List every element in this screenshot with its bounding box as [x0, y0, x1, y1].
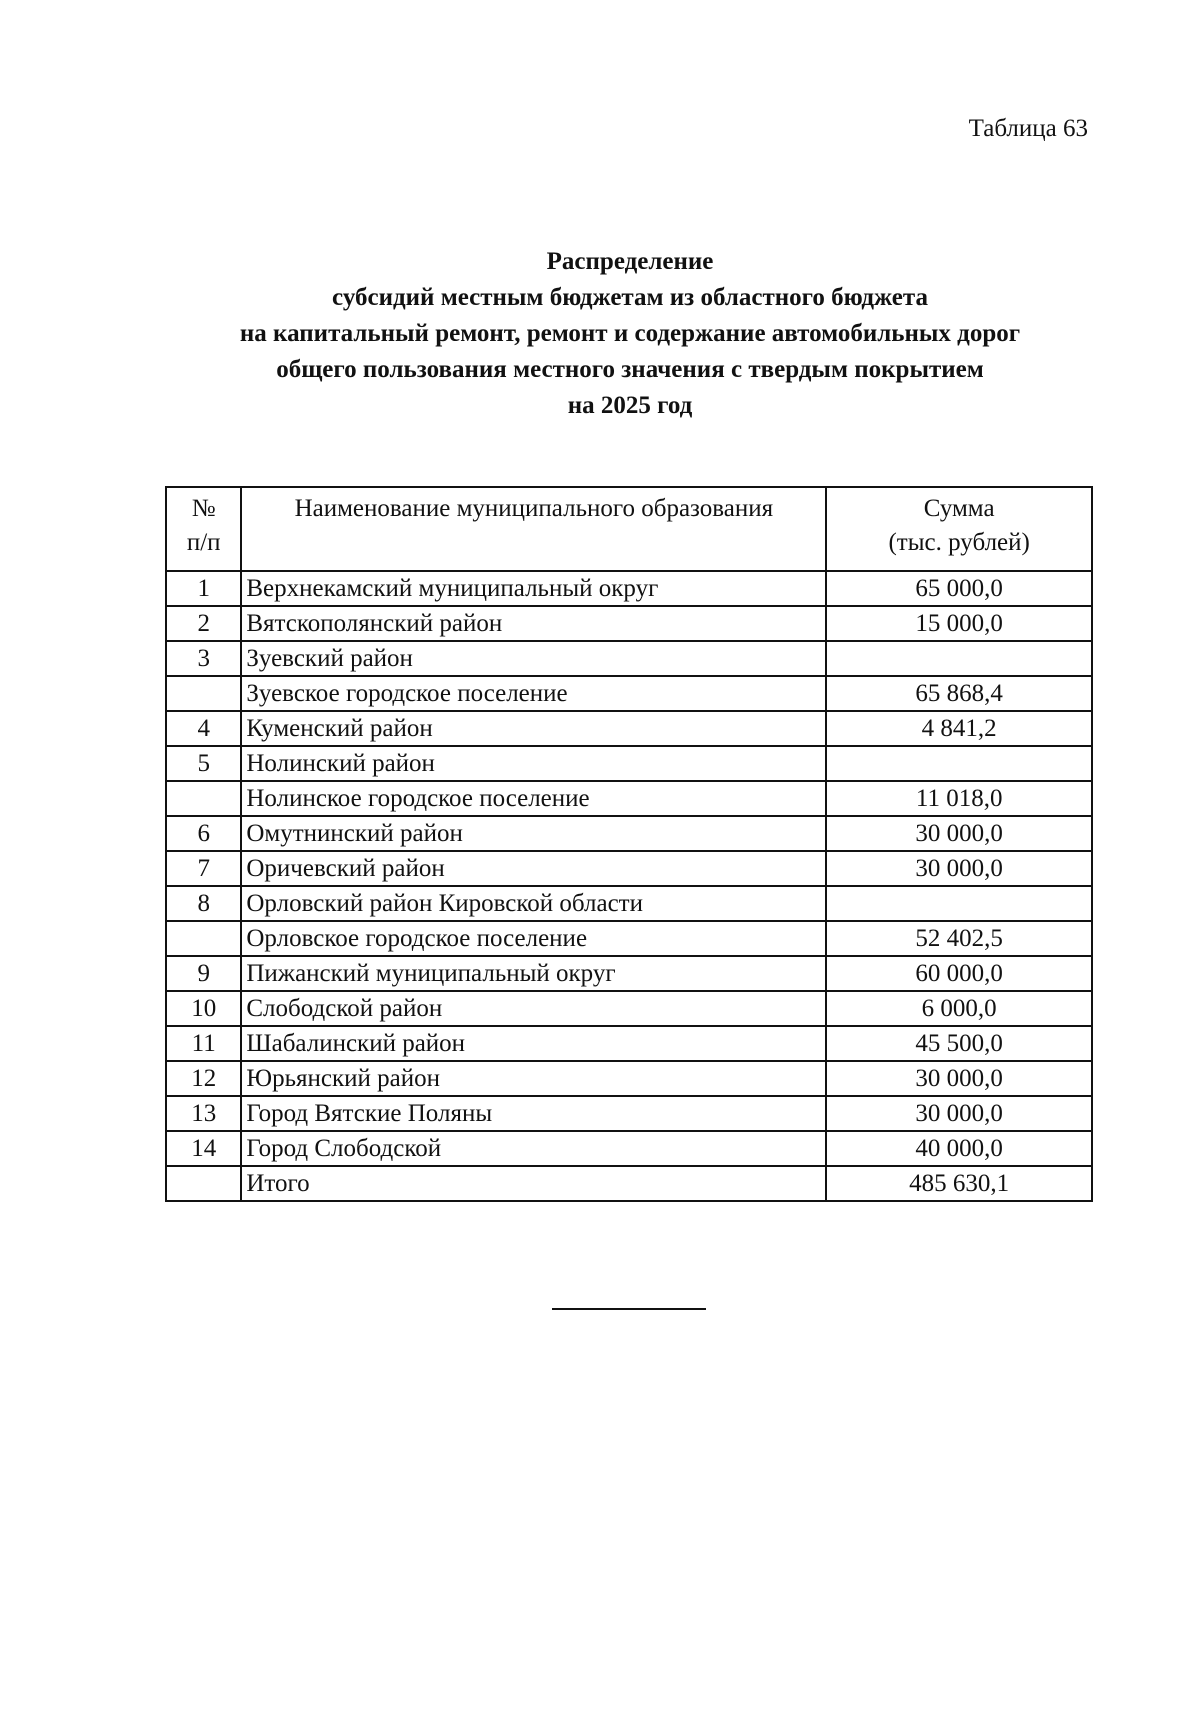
- row-sum: 30 000,0: [826, 1096, 1092, 1131]
- row-number: 2: [166, 606, 241, 641]
- table-row: [166, 1061, 1092, 1096]
- header-number: [166, 487, 241, 571]
- row-number: 14: [166, 1131, 241, 1166]
- row-number: 4: [166, 711, 241, 746]
- table-row: [166, 711, 1092, 746]
- row-name: Оричевский район: [241, 851, 826, 886]
- title-line: Распределение: [546, 248, 714, 275]
- row-name: Пижанский муниципальный округ: [241, 956, 826, 991]
- row-sum: 65 868,4: [826, 676, 1092, 711]
- row-number: 11: [166, 1026, 241, 1061]
- table-row: [166, 886, 1092, 921]
- row-name: Юрьянский район: [241, 1061, 826, 1096]
- row-sum: [826, 746, 1092, 781]
- row-sum: 60 000,0: [826, 956, 1092, 991]
- title-line: субсидий местным бюджетам из областного бюджета: [332, 284, 928, 311]
- row-name: Нолинское городское поселение: [241, 781, 826, 816]
- table-row: [166, 1026, 1092, 1061]
- row-number: 7: [166, 851, 241, 886]
- row-sum: 30 000,0: [826, 851, 1092, 886]
- header-number-line2: п/п: [186, 529, 221, 556]
- row-sum: 485 630,1: [826, 1166, 1092, 1201]
- distribution-table: [165, 486, 1093, 1202]
- row-name: Нолинский район: [241, 746, 826, 781]
- row-sum: [826, 886, 1092, 921]
- table-body: [166, 571, 1092, 1201]
- row-number: 6: [166, 816, 241, 851]
- document-title: [0, 244, 1200, 424]
- row-sum: 30 000,0: [826, 816, 1092, 851]
- table-row: [166, 641, 1092, 676]
- row-name: Орловское городское поселение: [241, 921, 826, 956]
- table-row: [166, 1166, 1092, 1201]
- row-sum: 30 000,0: [826, 1061, 1092, 1096]
- row-sum: 15 000,0: [826, 606, 1092, 641]
- row-name: Верхнекамский муниципальный округ: [241, 571, 826, 606]
- table-row: [166, 1096, 1092, 1131]
- header-number-line1: №: [191, 495, 216, 522]
- row-sum: 45 500,0: [826, 1026, 1092, 1061]
- row-name: Шабалинский район: [241, 1026, 826, 1061]
- table-row: [166, 1131, 1092, 1166]
- row-name: Зуевский район: [241, 641, 826, 676]
- row-number: 5: [166, 746, 241, 781]
- table-row: [166, 746, 1092, 781]
- table-row: [166, 921, 1092, 956]
- title-line: общего пользования местного значения с твердым покрытием: [276, 356, 984, 383]
- row-number: 9: [166, 956, 241, 991]
- row-name: Вятскополянский район: [241, 606, 826, 641]
- table-row: [166, 781, 1092, 816]
- table-header-row: [166, 487, 1092, 571]
- row-number: [166, 921, 241, 956]
- row-number: [166, 1166, 241, 1201]
- table-number-label: Таблица 63: [968, 115, 1088, 142]
- title-line: на капитальный ремонт, ремонт и содержание автомобильных дорог: [239, 320, 1021, 347]
- row-name: Город Слободской: [241, 1131, 826, 1166]
- header-sum: [826, 487, 1092, 571]
- header-name: Наименование муниципального образования: [241, 487, 826, 571]
- header-sum-line1: Сумма: [923, 495, 995, 522]
- row-number: 3: [166, 641, 241, 676]
- table-row: [166, 956, 1092, 991]
- table-row: [166, 571, 1092, 606]
- table-row: [166, 991, 1092, 1026]
- row-sum: 40 000,0: [826, 1131, 1092, 1166]
- title-line: на 2025 год: [567, 392, 693, 419]
- row-number: 12: [166, 1061, 241, 1096]
- row-number: 13: [166, 1096, 241, 1131]
- row-number: [166, 676, 241, 711]
- row-number: 1: [166, 571, 241, 606]
- row-sum: 52 402,5: [826, 921, 1092, 956]
- row-name: Омутнинский район: [241, 816, 826, 851]
- row-sum: 6 000,0: [826, 991, 1092, 1026]
- header-sum-line2: (тыс. рублей): [888, 529, 1030, 556]
- row-name: Итого: [241, 1166, 826, 1201]
- row-name: Куменский район: [241, 711, 826, 746]
- table-row: [166, 676, 1092, 711]
- row-number: 10: [166, 991, 241, 1026]
- row-name: Слободской район: [241, 991, 826, 1026]
- row-sum: [826, 641, 1092, 676]
- row-name: Город Вятские Поляны: [241, 1096, 826, 1131]
- row-name: Орловский район Кировской области: [241, 886, 826, 921]
- table-row: [166, 816, 1092, 851]
- table-row: [166, 851, 1092, 886]
- row-name: Зуевское городское поселение: [241, 676, 826, 711]
- row-sum: 65 000,0: [826, 571, 1092, 606]
- row-sum: 4 841,2: [826, 711, 1092, 746]
- table-row: [166, 606, 1092, 641]
- row-number: 8: [166, 886, 241, 921]
- row-number: [166, 781, 241, 816]
- closing-rule: [552, 1308, 706, 1310]
- row-sum: 11 018,0: [826, 781, 1092, 816]
